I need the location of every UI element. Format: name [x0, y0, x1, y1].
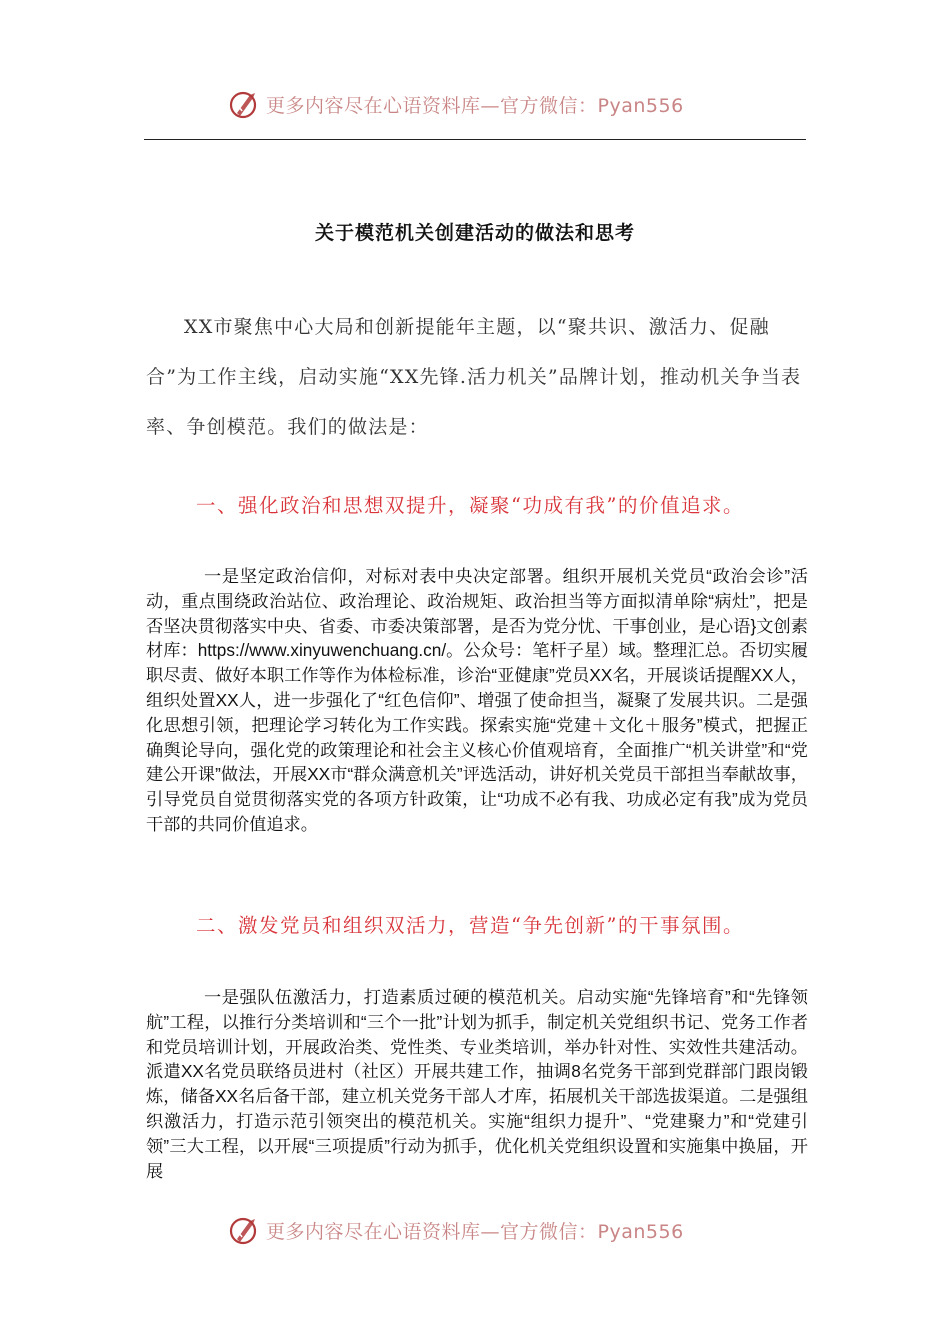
header-divider: [144, 139, 806, 140]
section-heading-1: 一、强化政治和思想双提升，凝聚“功成有我”的价值追求。: [196, 494, 744, 517]
intro-paragraph: XX市聚焦中心大局和创新提能年主题，以“聚共识、激活力、促融合”为工作主线，启动实施“XX先锋.活力机关”品牌计划，推动机关争当表率、争创模范。我们的做法是：: [146, 316, 802, 438]
document-title: 关于模范机关创建活动的做法和思考: [314, 222, 635, 244]
wechat-id: Pyan556: [597, 94, 684, 117]
pen-nib-logo-icon: [228, 87, 262, 121]
section-body-1: 一是坚定政治信仰，对标对表中央决定部署。组织开展机关党员“政治会诊”活动，重点围绕政治站位、政治理论、政治规矩、政治担当等方面拟清单除“病灶”，把是否坚决贯彻落实中央、省委、市委决策部署，是否为党分忧、干事创业，是心语}文创素材库：https://www.xinyuwenchuang.cn/。公众号：笔杆子星）域。整理汇总。否切实履职尽责、做好本职工作等作为体检标准，诊治“亚健康”党员XX名，开展谈话提醒XX人，组织处置XX人，进一步强化了“红色信仰”、增强了使命担当，凝聚了发展共识。二是强化思想引领，把理论学习转化为工作实践。探索实施“党建＋文化＋服务”模式，把握正确舆论导向，强化党的政策理论和社会主义核心价值观培育，全面推广“机关讲堂”和“党建公开课”做法，开展XX市“群众满意机关”评选活动，讲好机关党员干部担当奉献故事，引导党员自觉贯彻落实党的各项方针政策，让“功成不必有我、功成必定有我”成为党员干部的共同价值追求。: [146, 566, 808, 834]
pen-nib-logo-icon: [228, 1213, 262, 1247]
section-body-2: 一是强队伍激活力，打造素质过硬的模范机关。启动实施“先锋培育”和“先锋领航”工程，以推行分类培训和“三个一批”计划为抓手，制定机关党组织书记、党务工作者和党员培训计划，开展政治类、党性类、专业类培训，举办针对性、实效性共建活动。派遣XX名党员联络员进村（社区）开展共建工作，抽调8名党务干部到党群部门跟岗锻炼，储备XX名后备干部，建立机关党务干部人才库，拓展机关干部选拔渠道。二是强组织激活力，打造示范引领突出的模范机关。实施“组织力提升”、“党建聚力”和“党建引领”三大工程，以开展“三项提质”行动为抓手，优化机关党组织设置和实施集中换届，开展: [146, 987, 808, 1181]
footer-banner: [228, 1212, 728, 1248]
section-heading-2: 二、激发党员和组织双活力，营造“争先创新”的干事氛围。: [196, 914, 744, 937]
header-banner: [228, 86, 728, 122]
banner-text: 更多内容尽在心语资料库—官方微信：Pyan556: [266, 1220, 684, 1243]
banner-text: 更多内容尽在心语资料库—官方微信：Pyan556: [266, 94, 684, 117]
wechat-id: Pyan556: [597, 1220, 684, 1243]
